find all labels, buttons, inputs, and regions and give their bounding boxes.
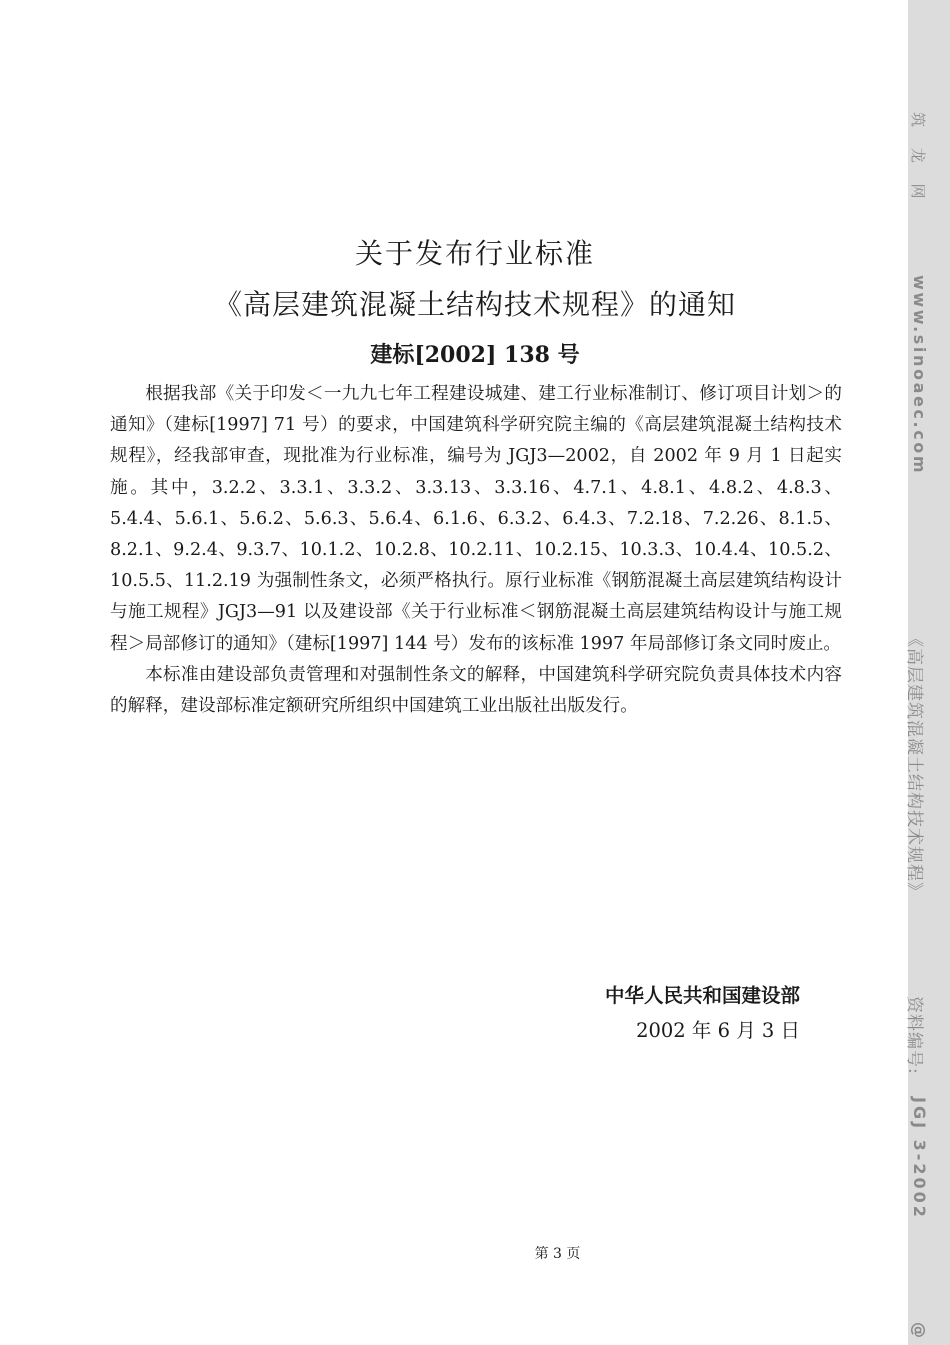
document-number: 建标[2002] 138 号 — [370, 342, 580, 368]
paragraph-1: 根据我部《关于印发＜一九九七年工程建设城建、建工行业标准制订、修订项目计划＞的通知》（建标[1997] 71 号）的要求，中国建筑科学研究院主编的《高层建筑混凝土结构技术规程》，经我部审查，现批准为行业标准，编号为 JGJ3—2002，自 2002 年 9 月 1 日起实施。其中，3.2.2、3.3.1、3.3.2、3.3.13、3.3.16、4.7.1、4.8.1、4.8.2、4.8.3、5.4.4、5.6.1、5.6.2、5.6.3、5.6.4、6.1.6、6.3.2、6.4.3、7.2.18、7.2.26、8.1.5、8.2.1、9.2.4、9.3.7、10.1.2、10.2.8、10.2.11、10.2.15、10.3.3、10.4.4、10.5.2、10.5.5、11.2.19 为强制性条文，必须严格执行。原行业标准《钢筋混凝土高层建筑结构设计与施工规程》JGJ3—91 以及建设部《关于行业标准＜钢筋混凝土高层建筑结构设计与施工规程＞局部修订的通知》（建标[1997] 144 号）发布的该标准 1997 年局部修订条文同时废止。 — [110, 384, 842, 654]
sidebar-doc-code-label: 资料编号: — [904, 996, 924, 1075]
sidebar-doc-code: JGJ 3-2002 — [910, 1097, 929, 1220]
signer: 中华人民共和国建设部 — [604, 984, 800, 1007]
sign-date: 2002 年 6 月 3 日 — [636, 1019, 800, 1042]
sidebar-site-url: www.sinoaec.com — [910, 275, 929, 476]
page-number-text: 第 3 页 — [534, 1246, 581, 1262]
sidebar-copyright: @ — [910, 1322, 929, 1338]
title-line-1: 关于发布行业标准 — [354, 237, 595, 270]
paragraph-2: 本标准由建设部负责管理和对强制性条文的解释，中国建筑科学研究院负责具体技术内容的解释，建设部标准定额研究所组织中国建筑工业出版社出版发行。 — [110, 664, 842, 717]
title-line-2: 《高层建筑混凝土结构技术规程》的通知 — [213, 288, 736, 321]
sidebar-watermark — [904, 0, 950, 1345]
page-number — [0, 1243, 950, 1263]
sidebar-site-name: 筑 龙 网 — [909, 112, 927, 207]
body-text — [110, 379, 842, 722]
sidebar-doc-title: 《高层建筑混凝土结构技术规程》 — [904, 630, 924, 900]
